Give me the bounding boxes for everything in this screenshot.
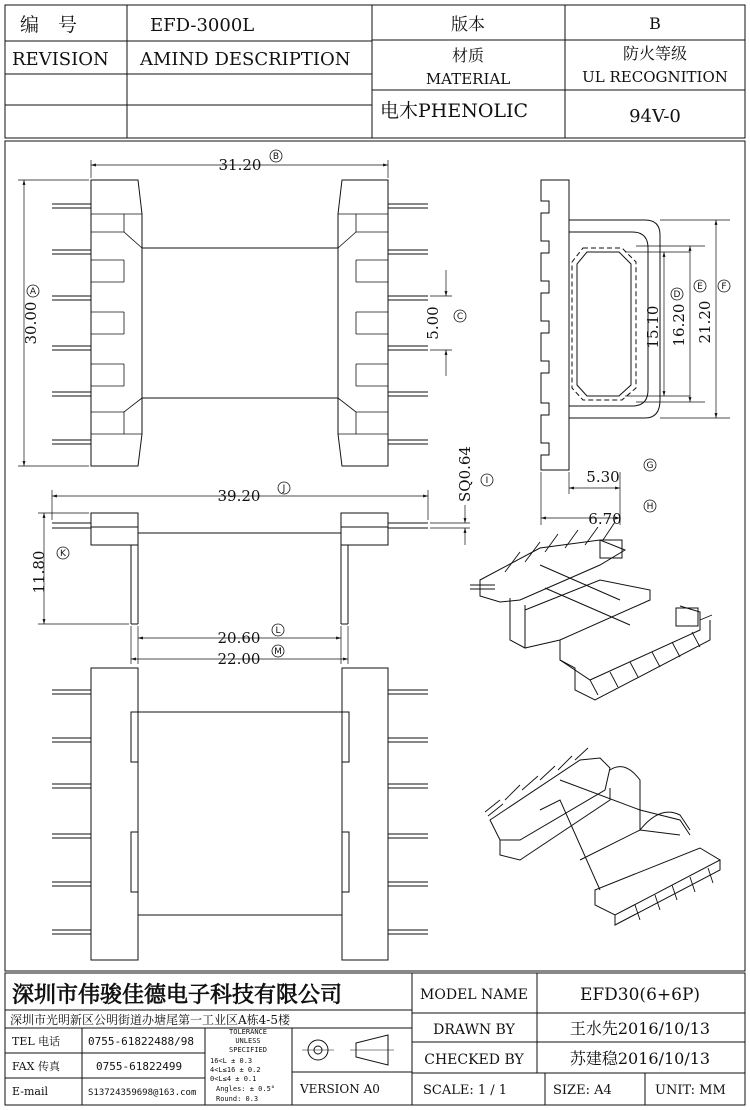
fax-value: 0755-61822499 [96, 1060, 183, 1073]
drawn-by-value: 王水先2016/10/13 [569, 1019, 711, 1038]
marker-a: A [29, 287, 37, 297]
isometric-view-1 [470, 522, 712, 700]
email-label: E-mail [12, 1085, 48, 1098]
version-label: VERSION A0 [300, 1082, 380, 1096]
dim-f: 21.20 [696, 300, 714, 344]
scale-value: SCALE: 1 / 1 [423, 1083, 508, 1098]
marker-b: B [272, 152, 280, 162]
dim-l: 20.60 [217, 629, 261, 647]
marker-c: C [456, 312, 464, 322]
dim-j: 39.20 [217, 487, 261, 505]
label-number: 编 号 [20, 14, 78, 36]
tolerance-row-2: 4<L≤16 ± 0.2 [210, 1066, 261, 1074]
part-number: EFD-3000L [150, 15, 255, 36]
ul-grade-value: 94V-0 [629, 106, 681, 127]
label-version: 版本 [451, 15, 485, 35]
tolerance-unless: UNLESS [235, 1037, 261, 1045]
tel-value: 0755-61822488/98 [88, 1035, 194, 1048]
version-value: B [649, 14, 661, 33]
dim-i: SQ0.64 [456, 446, 474, 502]
size-value: SIZE: A4 [553, 1083, 612, 1098]
email-value: S13724359698@163.com [88, 1088, 197, 1098]
tolerance-angles: Angles: ± 0.5° [216, 1085, 276, 1093]
company-name: 深圳市伟骏佳德电子科技有限公司 [12, 982, 343, 1008]
marker-e: E [697, 282, 703, 292]
bottom-view [52, 668, 428, 960]
label-amend-description: AMIND DESCRIPTION [140, 49, 351, 70]
tolerance-row-1: 16<L ± 0.3 [210, 1057, 253, 1065]
dim-d: 15.10 [644, 305, 662, 349]
unit-value: UNIT: MM [655, 1083, 726, 1098]
marker-l: L [275, 626, 281, 636]
tolerance-specified: SPECIFIED [229, 1046, 267, 1054]
label-revision: REVISION [12, 49, 109, 70]
dim-k: 11.80 [30, 550, 48, 594]
label-material-cn: 材质 [451, 46, 485, 65]
checked-by-value: 苏建稳2016/10/13 [569, 1049, 711, 1068]
marker-i: I [485, 476, 489, 486]
material-value: 电木PHENOLIC [380, 100, 529, 122]
dim-g: 5.30 [586, 468, 620, 486]
marker-f: F [721, 282, 727, 292]
marker-g: G [646, 461, 654, 471]
marker-m: M [274, 647, 282, 657]
isometric-view-2 [485, 748, 720, 925]
marker-h: H [646, 502, 654, 512]
tolerance-title: TOLERANCE [229, 1028, 267, 1036]
checked-by-label: CHECKED BY [424, 1052, 524, 1068]
drawing-frame [5, 141, 745, 971]
dim-b: 31.20 [218, 156, 262, 174]
dim-c: 5.00 [424, 306, 442, 340]
company-address: 深圳市光明新区公明街道办塘尾第一工业区A栋4-5楼 [10, 1013, 290, 1027]
dim-e: 16.20 [670, 303, 688, 347]
label-ul-en: UL RECOGNITION [582, 68, 728, 86]
front-view [52, 513, 428, 624]
marker-d: D [673, 290, 681, 300]
marker-j: J [282, 484, 286, 494]
dim-h: 6.70 [588, 510, 622, 528]
dim-a: 30.00 [22, 301, 40, 345]
dim-m: 22.00 [217, 650, 261, 668]
top-view [52, 180, 428, 466]
label-ul-cn: 防火等级 [622, 44, 688, 63]
tolerance-row-3: 0<L≤4 ± 0.1 [210, 1075, 257, 1083]
fax-label: FAX 传真 [12, 1060, 60, 1073]
model-value: EFD30(6+6P) [579, 985, 701, 1005]
label-material-en: MATERIAL [425, 70, 511, 88]
side-view [541, 180, 660, 470]
model-label: MODEL NAME [420, 987, 528, 1003]
tel-label: TEL 电话 [12, 1035, 61, 1048]
drawn-by-label: DRAWN BY [433, 1022, 515, 1038]
marker-k: K [60, 549, 66, 559]
tolerance-round: Round: 0.3 [216, 1095, 259, 1103]
